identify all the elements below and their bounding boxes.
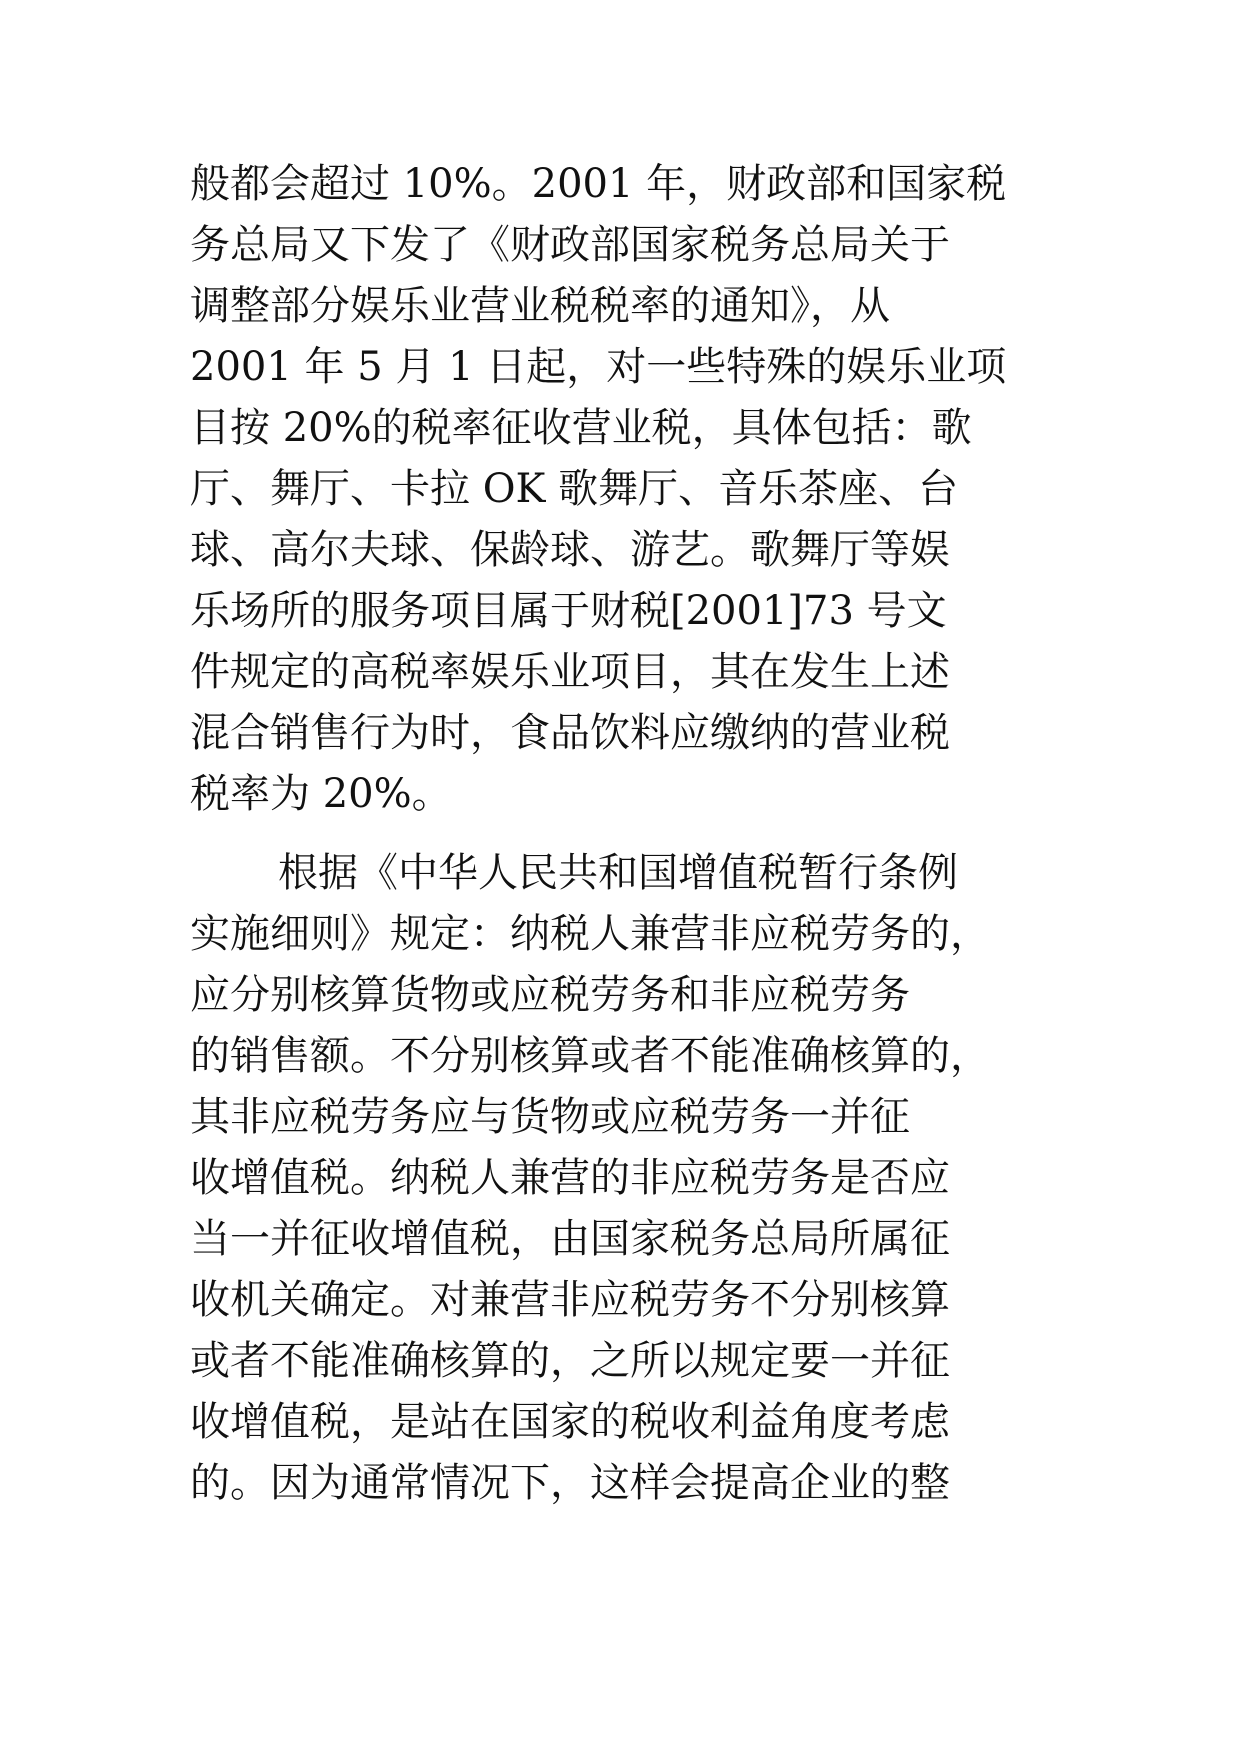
text-line: 的。因为通常情况下，这样会提高企业的整 — [190, 1460, 950, 1506]
text-line: 应分别核算货物或应税劳务和非应税劳务 — [190, 972, 910, 1018]
text-line: 混合销售行为时，食品饮料应缴纳的营业税 — [190, 710, 950, 756]
text-line: 收增值税，是站在国家的税收利益角度考虑 — [190, 1399, 950, 1445]
text-line: 件规定的高税率娱乐业项目，其在发生上述 — [190, 649, 950, 695]
text-line: 般都会超过 10%。2001 年，财政部和国家税 — [190, 161, 1007, 207]
text-line: 乐场所的服务项目属于财税[2001]73 号文 — [190, 588, 947, 634]
text-line: 实施细则》规定：纳税人兼营非应税劳务的， — [190, 911, 990, 957]
body-text — [190, 154, 1060, 1514]
text-line: 的销售额。不分别核算或者不能准确核算的， — [190, 1033, 990, 1079]
text-line: 收增值税。纳税人兼营的非应税劳务是否应 — [190, 1155, 950, 1201]
text-line: 调整部分娱乐业营业税税率的通知》，从 — [190, 283, 890, 329]
paragraph-2 — [190, 843, 1060, 1514]
text-line-indented: 根据《中华人民共和国增值税暂行条例 — [278, 850, 958, 896]
paragraph-1 — [190, 154, 1060, 825]
text-line: 厅、舞厅、卡拉 OK 歌舞厅、音乐茶座、台 — [190, 466, 959, 512]
text-line: 目按 20%的税率征收营业税，具体包括：歌 — [190, 405, 972, 451]
text-line: 2001 年 5 月 1 日起，对一些特殊的娱乐业项 — [190, 344, 1007, 390]
text-line: 收机关确定。对兼营非应税劳务不分别核算 — [190, 1277, 950, 1323]
text-line: 或者不能准确核算的，之所以规定要一并征 — [190, 1338, 950, 1384]
text-line: 务总局又下发了《财政部国家税务总局关于 — [190, 222, 950, 268]
text-line: 税率为 20%。 — [190, 771, 452, 817]
paragraph-gap — [190, 825, 1060, 843]
text-line: 球、高尔夫球、保龄球、游艺。歌舞厅等娱 — [190, 527, 950, 573]
text-line: 当一并征收增值税，由国家税务总局所属征 — [190, 1216, 950, 1262]
text-line: 其非应税劳务应与货物或应税劳务一并征 — [190, 1094, 910, 1140]
